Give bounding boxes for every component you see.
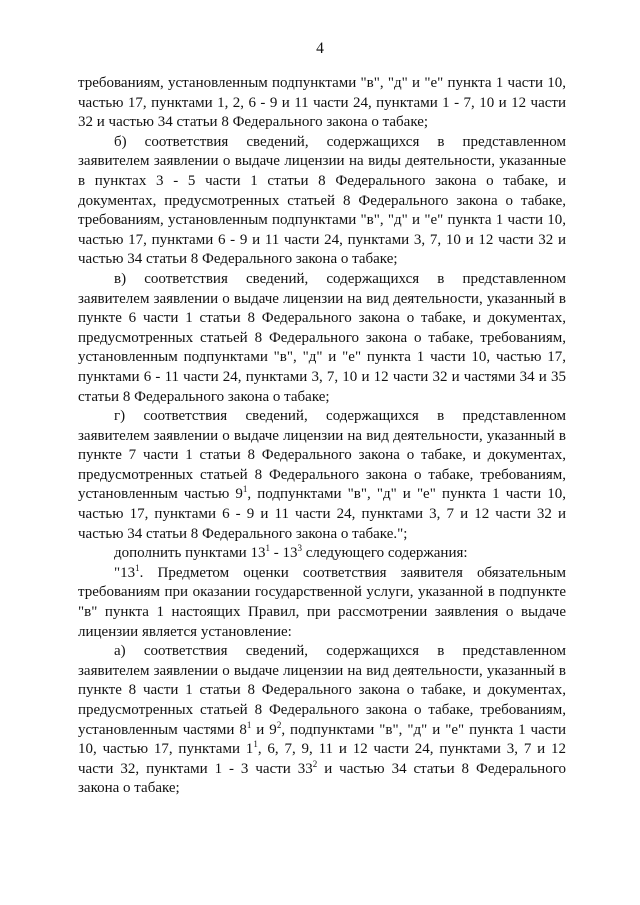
paragraph-text: , подпунктами "в", "д" и "е" пункта 1 части 10, частью 17, пунктами 6 - 9 и 11 части 24, пунктами 3, 7 и 12 части 32 и частью 34 статьи 8 Федерального закона о табаке."; xyxy=(78,486,566,542)
paragraph-text: . Предметом оценки соответствия заявителя обязательным требованиям при оказании государственной услуги, указанной в подпункте "в" пункта 1 настоящих Правил, при рассмотрении заявления о выдаче лицензии является установление: xyxy=(78,564,566,640)
superscript: 2 xyxy=(276,719,282,730)
paragraph-item-b xyxy=(78,133,566,270)
paragraph-text: - 13 xyxy=(269,545,298,562)
paragraph-continuation xyxy=(78,74,566,133)
superscript: 1 xyxy=(135,562,140,573)
paragraph-13-1 xyxy=(78,564,566,642)
paragraph-item-a xyxy=(78,642,566,799)
paragraph-text: а) соответствия сведений, содержащихся в представленном заявителем заявлении о выдаче лицензии на вид деятельности, указанный в пункте 8 части 1 статьи 8 Федерального закона о табаке, и документах, предусмотренных статьей 8 Федерального закона о табаке, требованиям, установленным частями 8 xyxy=(78,643,566,738)
superscript: 1 xyxy=(246,719,252,730)
paragraph-text: следующего содержания: xyxy=(301,545,468,562)
superscript: 1 xyxy=(242,484,248,495)
document-body xyxy=(78,74,566,799)
superscript: 1 xyxy=(265,543,270,554)
paragraph-item-v xyxy=(78,270,566,407)
paragraph-text: и частью 34 статьи 8 Федерального закона о табаке; xyxy=(78,760,566,797)
paragraph-text: в) соответствия сведений, содержащихся в представленном заявителем заявлении о выдаче лицензии на вид деятельности, указанный в пункте 6 части 1 статьи 8 Федерального закона о табаке, и документах, предусмотренных статьей 8 Федерального закона о табаке, требованиям, установленным подпунктами "в", "д" и "е" пункта 1 части 10, частью 17, пунктами 6 - 11 части 24, пунктами 3, 7, 10 и 12 части 32 и частями 34 и 35 статьи 8 Федерального закона о табаке; xyxy=(78,270,566,405)
paragraph-text: , 6, 7, 9, 11 и 12 части 24, пунктами 3, 7 и 12 части 32, пунктами 1 - 3 части 33 xyxy=(78,741,566,777)
paragraph-text: и 9 xyxy=(251,721,277,738)
paragraph-text: "13 xyxy=(114,564,136,581)
superscript: 1 xyxy=(253,739,258,750)
page-number: 4 xyxy=(316,40,324,57)
paragraph-text: требованиям, установленным подпунктами "в", "д" и "е" пункта 1 части 10, частью 17, пунктами 1, 2, 6 - 9 и 11 части 24, пунктами 1 - 7, 10 и 12 части 32 и частью 34 статьи 8 Федерального закона о табаке; xyxy=(78,75,566,131)
paragraph-text: дополнить пунктами 13 xyxy=(114,545,266,562)
paragraph-amendment-intro xyxy=(78,544,566,564)
paragraph-text: б) соответствия сведений, содержащихся в представленном заявителем заявлении о выдаче лицензии на виды деятельности, указанные в пунктах 3 - 5 части 1 статьи 8 Федерального закона о табаке, и документах, предусмотренных статьей 8 Федерального закона о табаке, требованиям, установленным подпунктами "в", "д" и "е" пункта 1 части 10, частью 17, пунктами 6 - 9 и 11 части 24, пунктами 3, 7, 10 и 12 части 32 и частью 34 статьи 8 Федерального закона о табаке; xyxy=(78,133,566,268)
paragraph-text: г) соответствия сведений, содержащихся в представленном заявителем заявлении о выдаче лицензии на вид деятельности, указанный в пункте 7 части 1 статьи 8 Федерального закона о табаке, и документах, предусмотренных статьей 8 Федерального закона о табаке, требованиям, установленным частью 9 xyxy=(78,408,566,503)
paragraph-item-g xyxy=(78,407,566,544)
superscript: 2 xyxy=(312,758,318,769)
paragraph-text: , подпунктами "в", "д" и "е" пункта 1 части 10, частью 17, пунктами 1 xyxy=(78,721,567,758)
superscript: 3 xyxy=(297,543,302,554)
